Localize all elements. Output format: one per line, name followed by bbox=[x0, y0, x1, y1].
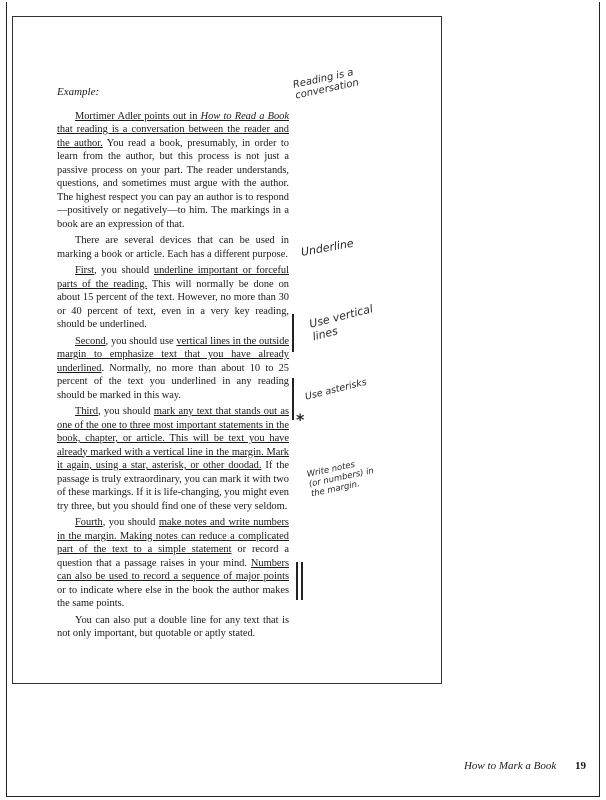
vertical-line-mark bbox=[292, 378, 294, 420]
note-underline: Underline bbox=[300, 236, 355, 259]
text-run: This will normally be done on about 15 percent of the text. However, no more than 30 or 40 percent of text, even in a very key reading, should be underlined. bbox=[57, 278, 289, 330]
text-run: You read a book, presumably, in order to learn from the author, but this process is not just a passive process on your part. The reader understands, questions, and sometimes must argue with the author. The highest respect you can pay an author is to respond—positively or negatively—to him. The markings in a book are an expression of that. bbox=[57, 137, 289, 230]
page-footer bbox=[464, 760, 586, 772]
note-write-notes: Write notes (or numbers) in the margin. bbox=[306, 459, 375, 500]
double-line-mark-left bbox=[296, 562, 298, 600]
paragraph bbox=[57, 614, 289, 641]
note-asterisks: Use asterisks bbox=[304, 376, 368, 403]
underlined-text: Second bbox=[75, 335, 106, 347]
body-text bbox=[57, 86, 289, 644]
page-number: 19 bbox=[575, 760, 586, 772]
paragraph bbox=[57, 110, 289, 232]
underlined-text: Mortimer Adler points out in bbox=[75, 110, 201, 122]
text-run: or to indicate where else in the book the author makes the same points. bbox=[57, 584, 289, 609]
paragraph bbox=[57, 516, 289, 611]
underlined-text: mark any text that stands out as one of the one to three most important statements in the book, chapter, or article. This will be text you have already marked with a vertical line in the margin. Mark it again, using a star, asterisk, or other doodad. bbox=[57, 406, 289, 471]
text-run: or record a question that a passage raises in your mind. bbox=[57, 544, 289, 569]
underlined-text: First bbox=[75, 265, 95, 276]
note-vertical-lines: Use vertical lines bbox=[308, 302, 375, 344]
text-run: . Normally, no more than about 10 to 25 percent of the text you underlined in any reading should be marked in this way. bbox=[57, 362, 289, 401]
paragraph bbox=[57, 264, 289, 332]
paragraphs bbox=[57, 110, 289, 641]
text-run: , you should bbox=[94, 265, 154, 276]
underlined-text: Numbers can also be used to record a sequence of major points bbox=[57, 557, 289, 582]
underlined-text: underline important or forceful parts of the reading. bbox=[57, 265, 289, 290]
text-run: , you should bbox=[98, 406, 154, 417]
note-reading-conversation: Reading is a conversation bbox=[292, 67, 360, 102]
text-run: There are several devices that can be used in marking a book or article. Each has a different purpose. bbox=[57, 235, 289, 260]
paragraph bbox=[57, 405, 289, 513]
underlined-text: vertical lines in the outside margin to emphasize text that you have already underlined bbox=[57, 335, 289, 374]
asterisk-mark: * bbox=[296, 410, 305, 429]
text-run: , you should bbox=[102, 517, 159, 528]
text-run: You can also put a double line for any text that is not only important, but quotable or aptly stated. bbox=[57, 614, 289, 639]
double-line-mark-right bbox=[301, 562, 303, 600]
underlined-text: Third bbox=[75, 406, 99, 417]
example-label: Example: bbox=[57, 86, 100, 98]
underlined-text: make notes and write numbers in the margin. Making notes can reduce a complicated part of the text to a simple statement bbox=[57, 517, 289, 555]
paragraph bbox=[57, 234, 289, 261]
text-run: , you should use bbox=[105, 335, 177, 347]
underlined-text: How to Read a Book bbox=[200, 110, 289, 122]
footer-title: How to Mark a Book bbox=[463, 760, 557, 772]
paragraph bbox=[57, 335, 289, 403]
underlined-text: Fourth bbox=[75, 517, 103, 528]
underlined-text: that reading is a conversation between the reader and the author. bbox=[57, 124, 289, 149]
vertical-line-mark bbox=[292, 314, 294, 352]
text-run: If the passage is truly extraordinary, you can mark it with two of these markings. If it is life-changing, you might even try three, but you should find one of these very seldom. bbox=[57, 460, 290, 512]
